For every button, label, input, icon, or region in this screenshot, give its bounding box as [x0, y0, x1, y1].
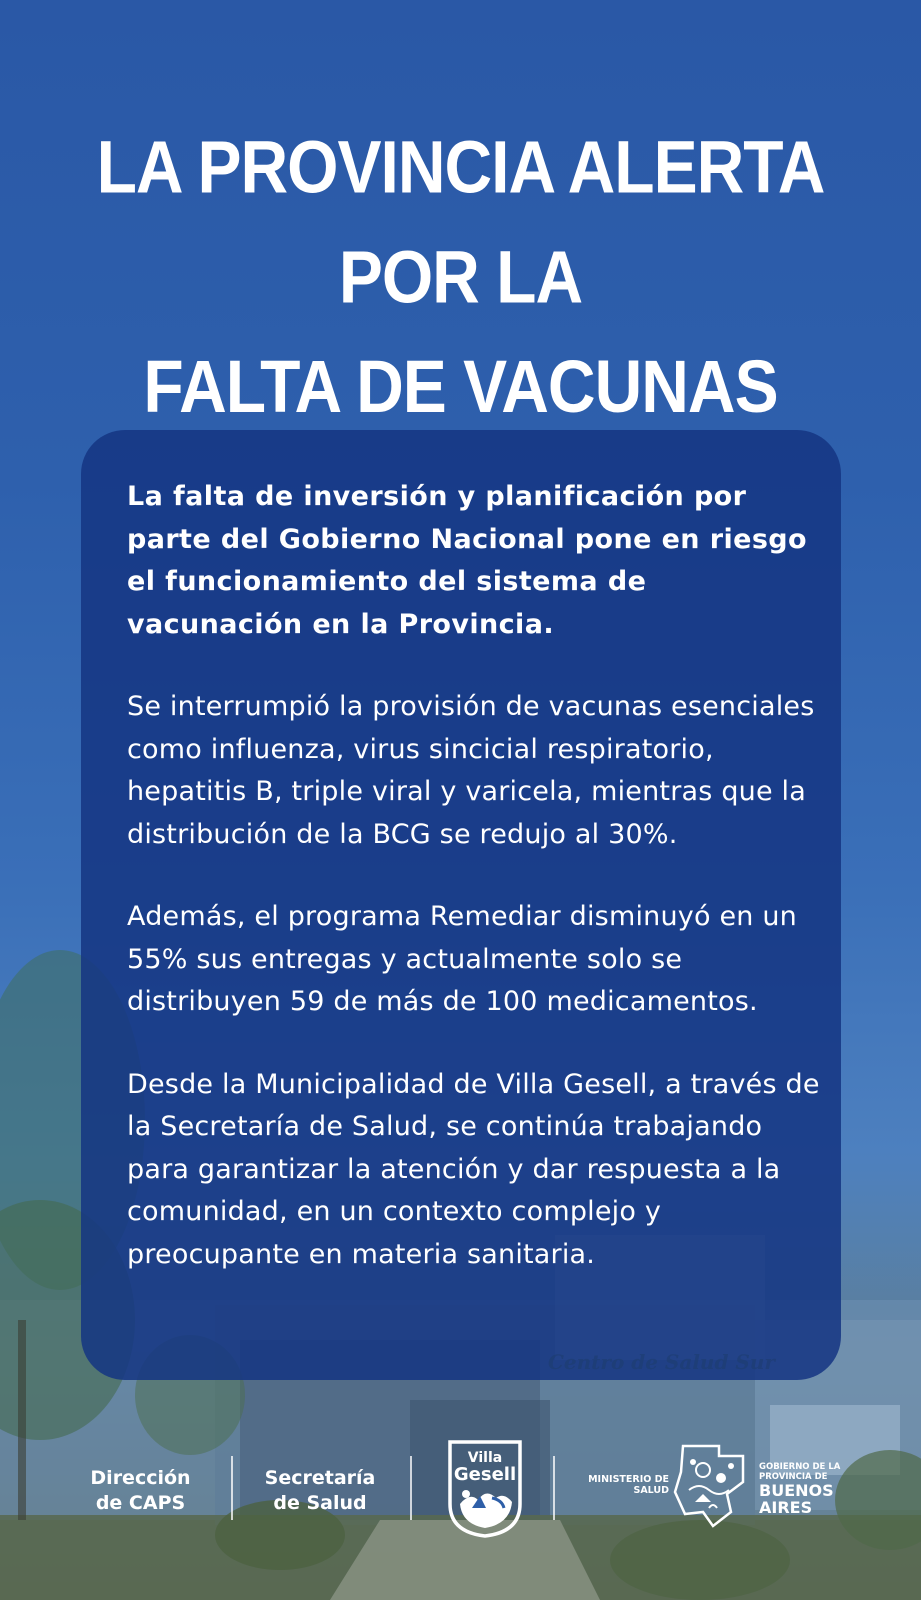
caps-direction-label — [78, 1466, 203, 1516]
gob-line-1: GOBIERNO DE LA — [759, 1462, 841, 1472]
footer-separator — [553, 1456, 555, 1520]
headline — [0, 112, 921, 441]
ministerio-line-1: MINISTERIO DE — [588, 1474, 669, 1485]
headline-line-2: POR LA — [338, 235, 583, 319]
gesell-text: Gesell — [453, 1464, 517, 1485]
building-sign: Centro de Salud Sur — [548, 1350, 775, 1374]
gob-line-4: AIRES — [759, 1498, 813, 1517]
ministerio-line-2: SALUD — [633, 1485, 669, 1496]
headline-line-3: FALTA DE VACUNAS — [143, 344, 778, 428]
villa-gesell-logo — [446, 1438, 524, 1538]
salud-label-line-2: de Salud — [273, 1492, 367, 1514]
lead-paragraph: La falta de inversión y planificación por parte del Gobierno Nacional pone en riesgo el funcionamiento del sistema de vacunación en la Provincia. — [127, 481, 807, 640]
buenos-aires-label — [759, 1482, 834, 1516]
caps-label-line-2: de CAPS — [95, 1492, 186, 1514]
gob-line-2: PROVINCIA DE — [759, 1472, 828, 1482]
villa-text: Villa — [467, 1450, 503, 1466]
footer-separator — [410, 1456, 412, 1520]
footer-logos — [0, 1430, 921, 1560]
remediar-paragraph: Además, el programa Remediar disminuyó en un 55% sus entregas y actualmente solo se distribuyen 59 de más de 100 medicamentos. — [127, 901, 797, 1017]
vaccine-supply-paragraph: Se interrumpió la provisión de vacunas esenciales como influenza, virus sincicial respiratorio, hepatitis B, triple viral y varicela, mientras que la distribución de la BCG se redujo al 30%. — [127, 691, 815, 850]
footer-separator — [231, 1456, 233, 1520]
ministry-of-health-label — [587, 1474, 669, 1496]
info-card — [81, 430, 841, 1380]
buenos-aires-province-emblem-icon — [673, 1442, 745, 1528]
info-card-text — [127, 476, 827, 1316]
salud-label-line-1: Secretaría — [264, 1467, 376, 1489]
municipality-paragraph: Desde la Municipalidad de Villa Gesell, a través de la Secretaría de Salud, se continúa trabajando para garantizar la atención y dar respuesta a la comunidad, en un contexto complejo y preocupante en materia sanitaria. — [127, 1068, 820, 1270]
health-secretary-label — [250, 1466, 390, 1516]
gob-line-3: BUENOS — [759, 1481, 834, 1500]
headline-line-1: LA PROVINCIA ALERTA — [96, 125, 825, 209]
caps-label-line-1: Dirección — [90, 1467, 191, 1489]
government-label — [759, 1462, 840, 1482]
